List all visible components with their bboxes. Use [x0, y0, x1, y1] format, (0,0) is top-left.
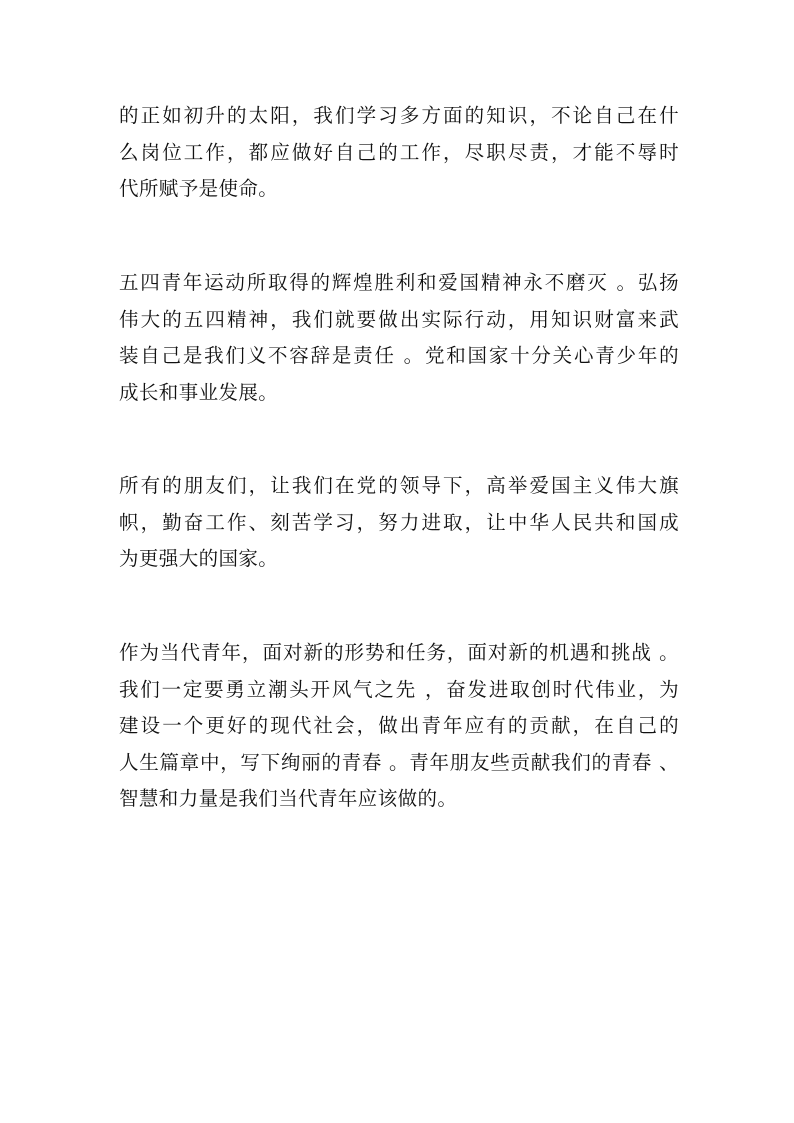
- text-line: 建设一个更好的现代社会，做出青年应有的贡献，在自己的: [119, 714, 679, 738]
- text-line: 成长和事业发展。: [119, 380, 279, 404]
- paragraph-2: [119, 265, 679, 411]
- text-line: 为更强大的国家。: [119, 547, 279, 571]
- text-line: 五四青年运动所取得的辉煌胜利和爱国精神永不磨灭 。弘扬: [119, 271, 679, 294]
- text-line: 帜，勤奋工作、刻苦学习，努力进取，让中华人民共和国成: [119, 510, 679, 534]
- text-line: 作为当代青年，面对新的形势和任务，面对新的机遇和挑战 。: [119, 641, 679, 664]
- paragraph-4: [119, 635, 679, 818]
- text-line: 伟大的五四精神，我们就要做出实际行动，用知识财富来武: [119, 307, 679, 331]
- text-line: 智慧和力量是我们当代青年应该做的。: [119, 787, 458, 811]
- text-line: 所有的朋友们，让我们在党的领导下，高举爱国主义伟大旗: [119, 474, 679, 497]
- text-line: 么岗位工作，都应做好自己的工作，尽职尽责，才能不辱时: [119, 140, 679, 164]
- text-line: 装自己是我们义不容辞是责任 。党和国家十分关心青少年的: [119, 344, 679, 368]
- text-line: 代所赋予是使命。: [119, 177, 279, 201]
- paragraph-3: [119, 468, 679, 578]
- text-line: 人生篇章中，写下绚丽的青春 。青年朋友些贡献我们的青春 、: [119, 750, 679, 774]
- paragraph-1: [119, 98, 679, 208]
- text-line: 我们一定要勇立潮头开风气之先 ，奋发进取创时代伟业，为: [119, 677, 679, 701]
- text-line: 的正如初升的太阳，我们学习多方面的知识，不论自己在什: [119, 104, 679, 127]
